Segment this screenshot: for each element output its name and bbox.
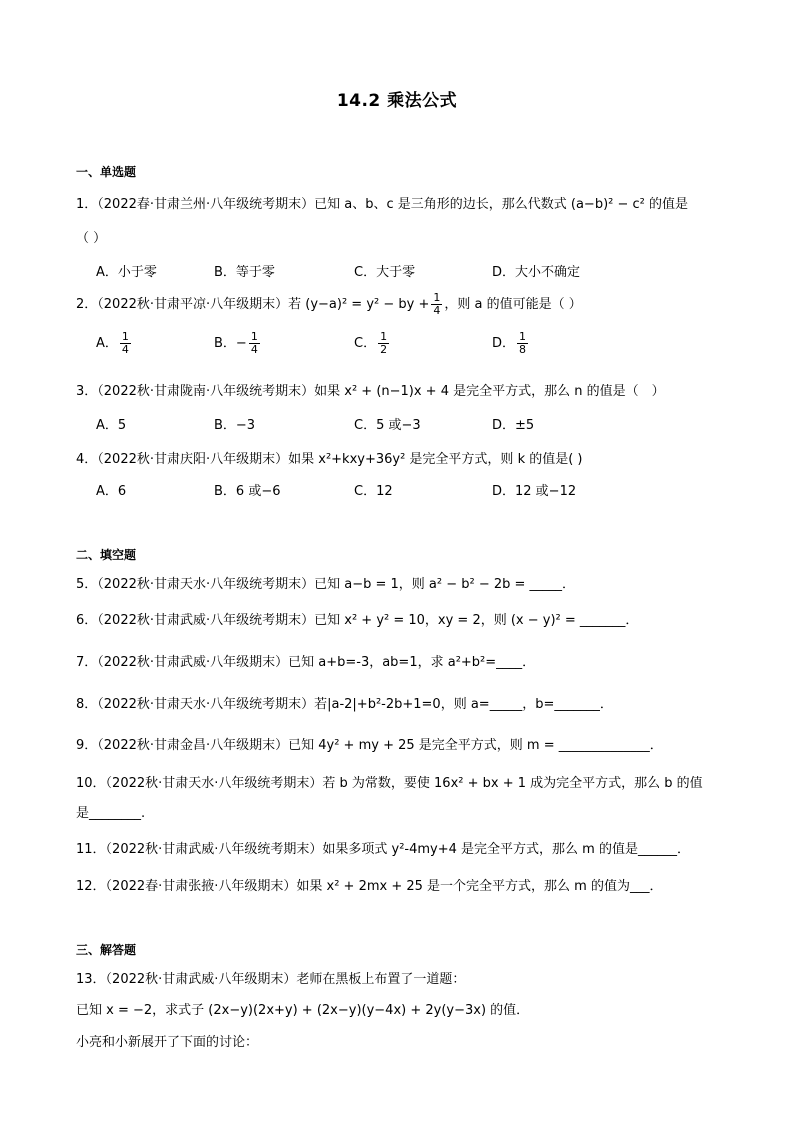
fraction-numerator: 1 bbox=[433, 291, 441, 304]
question-13-problem: 已知 x = −2，求式子 (2x−y)(2x+y) + (2x−y)(y−4x) + 2y(y−3x) 的值． bbox=[76, 1003, 530, 1018]
question-8-text: 8．（2022秋·甘肃天水·八年级统考期末）若|a-2|+b²-2b+1=0，则 a=_____，b=_______． bbox=[76, 697, 613, 712]
section-heading-fill-blank: 二、填空题 bbox=[76, 548, 137, 562]
fraction-numerator: 1 bbox=[250, 330, 258, 343]
question-4-options bbox=[96, 480, 656, 502]
question-9-text: 9．（2022秋·甘肃金昌·八年级期末）已知 4y² + my + 25 是完全平方式，则 m = ______________． bbox=[76, 738, 663, 753]
question-10-blank: 是________. bbox=[76, 806, 146, 821]
question-11-text: 11．（2022秋·甘肃武威·八年级统考期末）如果多项式 y²-4my+4 是完全平方式，那么 m 的值是______． bbox=[76, 842, 690, 857]
option-b bbox=[214, 331, 262, 356]
question-12-text: 12．（2022春·甘肃张掖·八年级期末）如果 x² + 2mx + 25 是一个完全平方式，那么 m 的值为___． bbox=[76, 879, 663, 894]
page-title: 14.2 乘法公式 bbox=[336, 91, 458, 111]
question-2-prefix: 2．（2022秋·甘肃平凉·八年级期末）若 (y−a)² = y² − by + bbox=[76, 297, 430, 312]
option-d: D．12 或−12 bbox=[492, 484, 577, 499]
option-sign: − bbox=[235, 336, 247, 351]
option-b: B．等于零 bbox=[214, 265, 275, 280]
option-d: D．±5 bbox=[492, 418, 535, 433]
question-1-text: 1．（2022春·甘肃兰州·八年级统考期末）已知 a、b、c 是三角形的边长，那么代数式 (a−b)² − c² 的值是 bbox=[76, 197, 688, 212]
question-13-text: 13．（2022秋·甘肃武威·八年级期末）老师在黑板上布置了一道题： bbox=[76, 972, 466, 987]
question-1-options bbox=[96, 261, 656, 283]
option-c: C．12 bbox=[354, 484, 393, 499]
fraction-numerator: 1 bbox=[519, 330, 527, 343]
option-label: A． bbox=[96, 336, 118, 351]
fraction-denominator: 4 bbox=[250, 343, 258, 356]
option-a: A．6 bbox=[96, 484, 127, 499]
question-2-text bbox=[76, 292, 582, 317]
question-1-paren: （ ） bbox=[76, 231, 107, 246]
question-2-suffix: ，则 a 的值可能是（ ） bbox=[444, 297, 582, 312]
option-a bbox=[96, 331, 133, 356]
question-3-options bbox=[96, 414, 656, 436]
option-d: D．大小不确定 bbox=[492, 265, 581, 280]
question-5-text: 5．（2022秋·甘肃天水·八年级统考期末）已知 a−b = 1，则 a² − b² − 2b = _____． bbox=[76, 577, 576, 592]
option-b: B．−3 bbox=[214, 418, 256, 433]
question-6-text: 6．（2022秋·甘肃武威·八年级统考期末）已知 x² + y² = 10，xy = 2，则 (x − y)² = _______． bbox=[76, 613, 639, 628]
question-2-options bbox=[96, 331, 656, 361]
option-fraction bbox=[120, 331, 131, 356]
fraction-denominator: 2 bbox=[380, 343, 388, 356]
section-heading-single-choice: 一、单选题 bbox=[76, 165, 137, 179]
fraction-denominator: 4 bbox=[121, 343, 129, 356]
option-fraction bbox=[517, 331, 528, 356]
question-2-fraction bbox=[431, 292, 442, 317]
option-fraction bbox=[378, 331, 389, 356]
question-3-text: 3．（2022秋·甘肃陇南·八年级统考期末）如果 x² + (n−1)x + 4 是完全平方式，那么 n 的值是（ ） bbox=[76, 384, 665, 399]
fraction-denominator: 4 bbox=[433, 304, 441, 317]
option-b: B．6 或−6 bbox=[214, 484, 281, 499]
option-label: C． bbox=[354, 336, 377, 351]
option-a: A．5 bbox=[96, 418, 127, 433]
fraction-numerator: 1 bbox=[121, 330, 129, 343]
question-7-text: 7．（2022秋·甘肃武威·八年级期末）已知 a+b=-3，ab=1，求 a²+b²=____． bbox=[76, 655, 536, 670]
option-c bbox=[354, 331, 391, 356]
section-heading-answer: 三、解答题 bbox=[76, 943, 137, 957]
option-fraction bbox=[249, 331, 260, 356]
question-13-discussion: 小亮和小新展开了下面的讨论： bbox=[76, 1035, 259, 1050]
option-label: D． bbox=[492, 336, 516, 351]
option-c: C．5 或−3 bbox=[354, 418, 421, 433]
option-d bbox=[492, 331, 530, 356]
option-a: A．小于零 bbox=[96, 265, 157, 280]
option-c: C．大于零 bbox=[354, 265, 416, 280]
fraction-numerator: 1 bbox=[380, 330, 388, 343]
question-4-text: 4．（2022秋·甘肃庆阳·八年级期末）如果 x²+kxy+36y² 是完全平方式，则 k 的值是( ) bbox=[76, 452, 583, 467]
question-10-text: 10．（2022秋·甘肃天水·八年级统考期末）若 b 为常数，要使 16x² + bx + 1 成为完全平方式，那么 b 的值 bbox=[76, 776, 703, 791]
option-label: B． bbox=[214, 336, 236, 351]
fraction-denominator: 8 bbox=[519, 343, 527, 356]
